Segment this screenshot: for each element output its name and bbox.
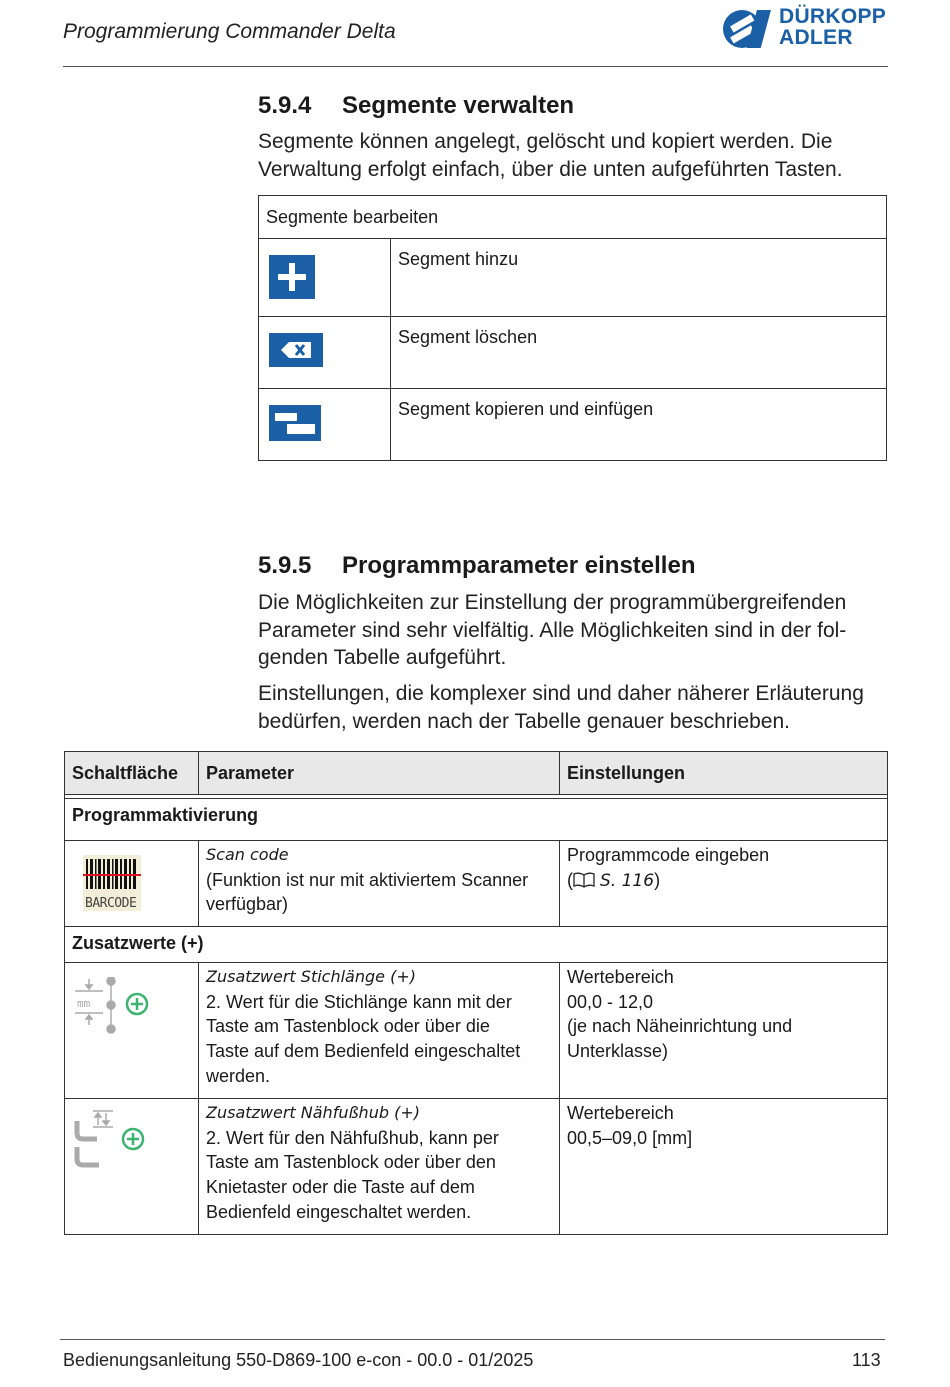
page-number: 113 xyxy=(852,1350,881,1370)
parameter-cell xyxy=(199,841,560,927)
paragraph-segmente xyxy=(258,128,843,183)
parameter-line: (Funktion ist nur mit aktiviertem Scanner xyxy=(206,869,529,890)
heading-5-9-5 xyxy=(258,552,695,580)
parameter-title: Zusatzwert Nähfußhub (+) xyxy=(206,1103,420,1122)
button-cell xyxy=(65,1099,199,1235)
column-header-einstellungen: Einstellungen xyxy=(560,752,888,795)
segments-table-header: Segmente bearbeiten xyxy=(259,196,887,239)
logo-wordmark xyxy=(779,6,886,48)
heading-title: Programmparameter einstellen xyxy=(342,552,696,579)
segments-label: Segment löschen xyxy=(391,317,887,389)
delete-segment-icon xyxy=(269,333,323,367)
settings-reference xyxy=(567,868,880,894)
parameter-line: Taste auf dem Bedienfeld eingeschaltet xyxy=(206,1041,521,1062)
paragraph-line: Verwaltung erfolgt einfach, über die unten aufgeführten Tasten. xyxy=(258,157,843,181)
segments-icon-cell xyxy=(259,317,391,389)
paragraph-line: Einstellungen, die komplexer sind und daher näherer Erläuterung xyxy=(258,682,864,705)
running-header-title: Programmierung Commander Delta xyxy=(63,20,396,43)
settings-cell xyxy=(560,1099,888,1235)
parameter-title: Scan code xyxy=(206,845,289,864)
footer-divider xyxy=(60,1339,885,1340)
parameter-cell xyxy=(199,1099,560,1235)
section-row-zusatzwerte: Zusatzwerte (+) xyxy=(65,927,888,963)
heading-number: 5.9.5 xyxy=(258,552,312,579)
settings-line: (je nach Näheinrichtung und xyxy=(567,1016,793,1037)
barcode-icon-text: BARCODE xyxy=(85,896,137,911)
settings-line: Wertebereich xyxy=(567,1103,674,1123)
settings-line: 00,0 - 12,0 xyxy=(567,991,654,1012)
parameter-line: Taste am Tastenblock oder über den xyxy=(206,1152,496,1173)
segments-icon-cell xyxy=(259,389,391,461)
settings-line: 00,5–09,0 [mm] xyxy=(567,1127,693,1148)
heading-5-9-4 xyxy=(258,92,574,120)
button-cell xyxy=(65,963,199,1099)
parameter-line: Bedienfeld eingeschaltet werden. xyxy=(206,1201,472,1222)
reference-close-paren: ) xyxy=(654,869,661,890)
segments-icon-cell xyxy=(259,239,391,317)
column-header-schaltflaeche: Schaltfläche xyxy=(65,752,199,795)
paragraph-line: genden Tabelle aufgeführt. xyxy=(258,646,507,669)
add-segment-icon xyxy=(269,255,315,299)
header-divider xyxy=(63,66,888,67)
logo-line-2: ADLER xyxy=(779,26,853,49)
parameter-line: 2. Wert für den Nähfußhub, kann per xyxy=(206,1127,499,1148)
presser-foot-stroke-plus-icon xyxy=(73,1109,155,1171)
paragraph-line: Segmente können angelegt, gelöscht und kopiert werden. Die xyxy=(258,130,833,153)
heading-number: 5.9.4 xyxy=(258,92,312,119)
section-row-programmaktivierung: Programmaktivierung xyxy=(65,799,888,841)
segments-label: Segment kopieren und einfügen xyxy=(391,389,887,461)
parameter-line: Knietaster oder die Taste auf dem xyxy=(206,1177,475,1198)
segments-table xyxy=(258,195,887,461)
settings-cell xyxy=(560,841,888,927)
heading-title: Segmente verwalten xyxy=(342,92,575,119)
page-reference-link[interactable]: S. 116 xyxy=(600,870,655,891)
settings-line: Wertebereich xyxy=(567,967,674,987)
paragraph-einstellungen xyxy=(258,680,864,735)
table-row xyxy=(65,1099,888,1235)
stitch-length-plus-icon xyxy=(73,977,155,1037)
segments-label: Segment hinzu xyxy=(391,239,887,317)
reference-open-paren: ( xyxy=(567,869,573,890)
logo-line-1: DÜRKOPP xyxy=(779,5,887,28)
parameter-title: Zusatzwert Stichlänge (+) xyxy=(206,967,416,986)
settings-line: Programmcode eingeben xyxy=(567,845,770,865)
settings-line: Unterklasse) xyxy=(567,1041,669,1062)
button-cell xyxy=(65,841,199,927)
copy-segment-icon xyxy=(269,405,321,441)
parameter-line: werden. xyxy=(206,1065,271,1086)
column-header-parameter: Parameter xyxy=(199,752,560,795)
table-row xyxy=(65,841,888,927)
book-icon xyxy=(573,872,595,888)
paragraph-line: Parameter sind sehr vielfältig. Alle Möglichkeiten sind in der fol- xyxy=(258,618,847,642)
parameter-cell xyxy=(199,963,560,1099)
stitch-icon-unit: mm xyxy=(77,997,91,1010)
parameter-line: verfügbar) xyxy=(206,894,289,915)
parameter-line: 2. Wert für die Stichlänge kann mit der xyxy=(206,991,512,1012)
footer-document-info: Bedienungsanleitung 550-D869-100 e-con - 00.0 - 01/2025 xyxy=(63,1350,534,1370)
paragraph-line: bedürfen, werden nach der Tabelle genauer beschrieben. xyxy=(258,709,790,733)
barcode-icon xyxy=(83,855,141,911)
paragraph-line: Die Möglichkeiten zur Einstellung der programmübergreifenden xyxy=(258,591,847,614)
table-row xyxy=(65,963,888,1099)
paragraph-parameter xyxy=(258,589,846,672)
parameter-table xyxy=(64,751,888,1235)
parameter-line: Taste am Tastenblock oder über die xyxy=(206,1016,490,1037)
settings-cell xyxy=(560,963,888,1099)
